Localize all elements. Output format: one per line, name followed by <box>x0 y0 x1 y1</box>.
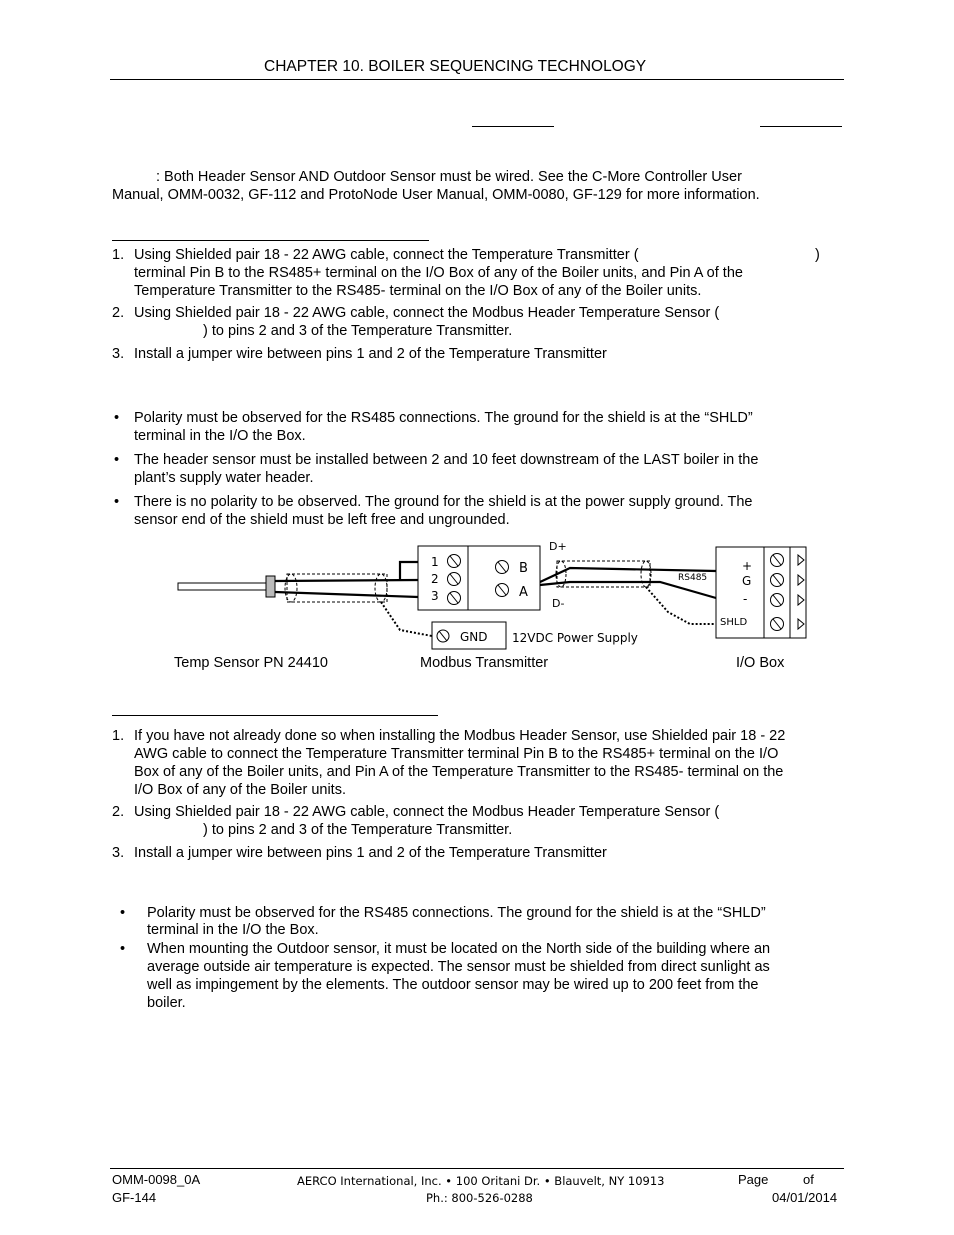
shield-end <box>375 574 387 602</box>
bullet-icon: • <box>114 452 120 468</box>
footer-company: AERCO International, Inc. • 100 Oritani Dr. • Blauvelt, NY 10913 <box>297 1174 665 1188</box>
step-text: Using Shielded pair 18 - 22 AWG cable, connect the Modbus Header Temperature Sensor ( <box>134 305 720 321</box>
temp-sensor-fitting <box>266 576 275 597</box>
bullet-text: terminal in the I/O the Box. <box>147 922 319 938</box>
step-text-trail: ) <box>815 247 820 263</box>
pin-label: 1 <box>431 555 439 569</box>
terminal-a-label: A <box>519 585 528 600</box>
step-text: If you have not already done so when installing the Modbus Header Sensor, use Shielded pair 18 - 22 <box>134 728 786 744</box>
step-number: 1. <box>112 247 125 263</box>
step-text: ) to pins 2 and 3 of the Temperature Transmitter. <box>203 323 513 339</box>
step-number: 1. <box>112 728 125 744</box>
footer-phone: Ph.: 800-526-0288 <box>426 1191 533 1205</box>
bullet-text: well as impingement by the elements. The outdoor sensor may be wired up to 200 feet from the <box>147 977 759 993</box>
step-text: AWG cable to connect the Temperature Transmitter terminal Pin B to the RS485+ terminal on the I/O <box>134 746 779 762</box>
temp-sensor-probe <box>178 583 268 590</box>
step-text: Temperature Transmitter to the RS485- terminal on the I/O Box of any of the Boiler units. <box>134 283 702 299</box>
d-plus-label: D+ <box>549 540 567 553</box>
chapter-title: CHAPTER 10. BOILER SEQUENCING TECHNOLOGY <box>264 58 647 75</box>
rs485-wire-minus <box>540 582 716 598</box>
note-line-1: : Both Header Sensor AND Outdoor Sensor must be wired. See the C-More Controller User <box>156 169 742 185</box>
bullet-text: Polarity must be observed for the RS485 connections. The ground for the shield is at the “SHLD” <box>134 410 753 426</box>
transmitter-body <box>468 546 540 610</box>
note-line-2: Manual, OMM-0032, GF-112 and ProtoNode User Manual, OMM-0080, GF-129 for more information. <box>112 187 760 203</box>
pin-label: 3 <box>431 589 439 603</box>
section2-heading-rule <box>112 715 438 716</box>
io-g-label: G <box>742 574 752 588</box>
step-text: Using Shielded pair 18 - 22 AWG cable, connect the Modbus Header Temperature Sensor ( <box>134 804 720 820</box>
bullet-text: average outside air temperature is expected. The sensor must be shielded from direct sunlight as <box>147 959 770 975</box>
terminal-b-label: B <box>519 561 528 576</box>
caption-transmitter: Modbus Transmitter <box>420 655 549 671</box>
bullet-text: plant’s supply water header. <box>134 470 314 486</box>
footer-rule <box>110 1168 844 1169</box>
io-shld-label: SHLD <box>720 617 748 628</box>
jumper-wire <box>400 562 418 580</box>
io-minus-label: - <box>743 592 748 606</box>
step-text: terminal Pin B to the RS485+ terminal on the I/O Box of any of the Boiler units, and Pin A of the <box>134 265 743 281</box>
caption-io-box: I/O Box <box>736 655 785 671</box>
bullet-icon: • <box>114 494 120 510</box>
step-text: I/O Box of any of the Boiler units. <box>134 782 346 798</box>
pin-label: 2 <box>431 572 439 586</box>
gnd-label: GND <box>460 630 488 644</box>
bullet-icon: • <box>120 941 126 957</box>
footer-date: 04/01/2014 <box>772 1190 838 1205</box>
step-number: 2. <box>112 305 125 321</box>
step-text: Install a jumper wire between pins 1 and 2 of the Temperature Transmitter <box>134 845 607 861</box>
step-text: Using Shielded pair 18 - 22 AWG cable, connect the Temperature Transmitter ( <box>134 247 639 263</box>
power-supply-label: 12VDC Power Supply <box>512 631 638 645</box>
step-text: ) to pins 2 and 3 of the Temperature Transmitter. <box>203 822 513 838</box>
bullet-text: There is no polarity to be observed. The ground for the shield is at the power supply ground. The <box>134 494 753 510</box>
footer-doc-id: OMM-0098_0A <box>112 1172 201 1187</box>
bullet-text: The header sensor must be installed between 2 and 10 feet downstream of the LAST boiler in the <box>134 452 759 468</box>
caption-temp-sensor: Temp Sensor PN 24410 <box>174 655 328 671</box>
bullet-icon: • <box>114 410 120 426</box>
shield-drain-wire <box>646 587 716 624</box>
step-number: 2. <box>112 804 125 820</box>
step-text: Box of any of the Boiler units, and Pin A of the Temperature Transmitter to the RS485- terminal on the <box>134 764 784 780</box>
rs485-label: RS485 <box>678 573 708 583</box>
bullet-text: sensor end of the shield must be left free and ungrounded. <box>134 512 510 528</box>
footer-page-label: Page <box>738 1172 769 1187</box>
bullet-text: terminal in the I/O the Box. <box>134 428 306 444</box>
step-number: 3. <box>112 845 125 861</box>
bullet-icon: • <box>120 905 126 921</box>
step-text: Install a jumper wire between pins 1 and 2 of the Temperature Transmitter <box>134 346 607 362</box>
footer-of-label: of <box>803 1172 814 1187</box>
d-minus-label: D- <box>552 597 565 610</box>
footer-gf: GF-144 <box>112 1190 157 1205</box>
bullet-text: When mounting the Outdoor sensor, it must be located on the North side of the building where an <box>147 941 771 957</box>
io-plus-label: + <box>742 559 753 573</box>
shield-sleeve <box>287 574 387 602</box>
step-number: 3. <box>112 346 125 362</box>
bullet-text: boiler. <box>147 995 186 1011</box>
bullet-text: Polarity must be observed for the RS485 connections. The ground for the shield is at the “SHLD” <box>147 905 766 921</box>
